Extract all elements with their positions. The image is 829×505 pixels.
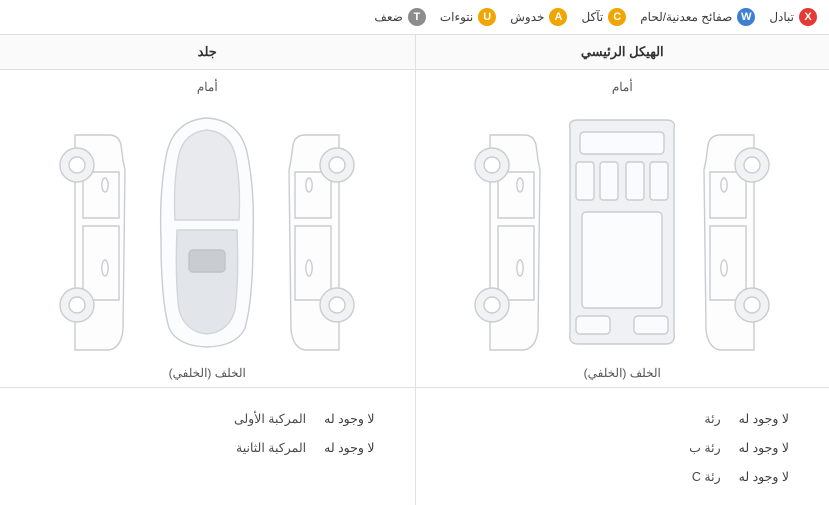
legend-label-u: نتوءات	[439, 10, 474, 24]
note-value: لا وجود له	[738, 470, 789, 484]
legend-item-x	[769, 8, 817, 26]
note-key: رئة	[704, 412, 721, 426]
skin-rear-label: الخلف (الخلفي)	[168, 366, 246, 380]
legend-badge-x: X	[799, 8, 817, 26]
note-key: المركبة الأولى	[233, 412, 307, 426]
legend-label-w: صفائح معدنية/لحام	[640, 10, 733, 24]
note-value: لا وجود له	[738, 412, 789, 426]
note-item	[456, 433, 790, 462]
panel-skin	[0, 70, 415, 387]
note-item	[40, 404, 375, 433]
main-frame-rear-label: الخلف (الخلفي)	[583, 366, 661, 380]
legend-badge-c: C	[608, 8, 626, 26]
skin-diagram[interactable]	[57, 100, 357, 360]
legend-item-t	[374, 8, 425, 26]
column-header-main-frame: الهيكل الرئيسي	[415, 35, 829, 69]
legend-badge-a: A	[549, 8, 567, 26]
note-key: رئة C	[691, 470, 721, 484]
legend-item-a	[510, 8, 567, 26]
note-value: لا وجود له	[738, 441, 789, 455]
note-value: لا وجود له	[324, 441, 375, 455]
note-item	[456, 404, 790, 433]
skin-front-label: أمام	[196, 80, 218, 94]
legend-item-w	[640, 8, 755, 26]
notes-skin	[0, 388, 415, 505]
skin-diagram-wrap	[0, 96, 415, 364]
main-frame-diagram[interactable]	[472, 100, 772, 360]
grid-header-row	[0, 35, 829, 70]
legend-item-u	[440, 8, 496, 26]
main-frame-front-label: أمام	[611, 80, 633, 94]
legend-label-x: تبادل	[769, 10, 794, 24]
note-item	[456, 462, 790, 491]
legend-badge-u: U	[478, 8, 496, 26]
damage-legend	[0, 0, 829, 34]
panel-main-frame	[415, 70, 829, 387]
legend-label-a: خدوش	[510, 10, 545, 24]
legend-label-c: تآكل	[581, 10, 604, 24]
note-key: المركبة الثانية	[236, 441, 307, 455]
diagram-grid	[0, 34, 829, 505]
grid-body-row	[0, 70, 829, 388]
note-value: لا وجود له	[324, 412, 375, 426]
legend-label-t: ضعف	[374, 10, 403, 24]
legend-badge-w: W	[737, 8, 755, 26]
note-key: رئة ب	[689, 441, 721, 455]
notes-main-frame	[415, 388, 829, 505]
legend-item-c	[581, 8, 626, 26]
notes-row	[0, 388, 829, 505]
note-item	[40, 433, 375, 462]
legend-badge-t: T	[408, 8, 426, 26]
column-header-skin: جلد	[197, 44, 217, 59]
main-frame-diagram-wrap	[416, 96, 829, 364]
